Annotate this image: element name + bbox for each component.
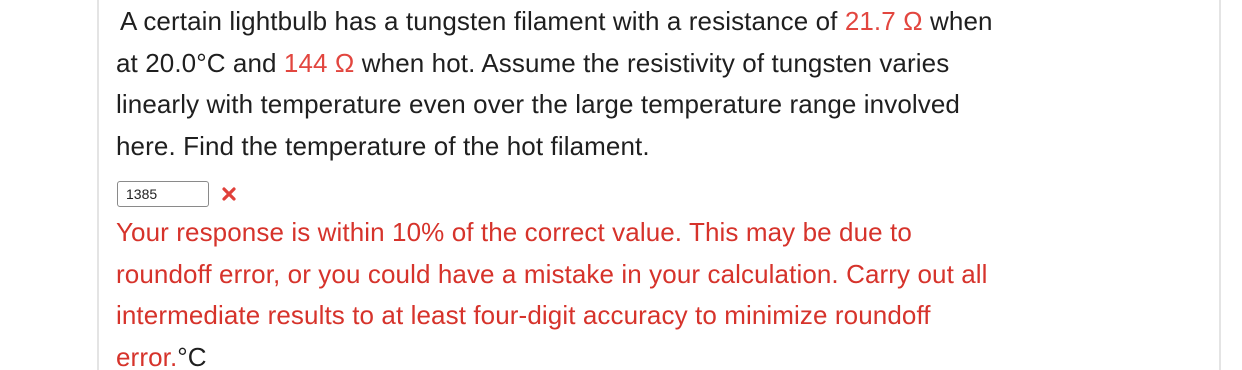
question-line-1-end: when xyxy=(922,6,993,36)
content-right-border xyxy=(1219,0,1221,370)
question-text xyxy=(116,1,1216,167)
question-line-2-end: when hot. Assume the resistivity of tungsten varies xyxy=(354,47,950,78)
feedback-line-4-text: error. xyxy=(116,341,178,370)
feedback-line-1: Your response is within 10% of the correct value. This may be due to xyxy=(116,217,912,247)
question-line-2-start: at 20.0°C and xyxy=(116,47,284,78)
question-line-4: here. Find the temperature of the hot filament. xyxy=(116,130,650,161)
question-line-3: linearly with temperature even over the large temperature range involved xyxy=(116,89,960,120)
feedback-line-2: roundoff error, or you could have a mistake in your calculation. Carry out all xyxy=(116,258,988,289)
question-line-1-start: A certain lightbulb has a tungsten filament with a resistance of xyxy=(120,6,845,36)
feedback-line-4 xyxy=(116,337,1216,370)
content-left-border xyxy=(97,0,99,370)
cold-resistance-value: 21.7 Ω xyxy=(844,6,923,36)
answer-input[interactable] xyxy=(117,181,209,207)
answer-unit: °C xyxy=(177,341,207,370)
cross-icon xyxy=(222,187,236,201)
question-line-1 xyxy=(116,1,1216,43)
feedback-message xyxy=(116,212,1216,370)
answer-row xyxy=(117,179,236,209)
question-line-2 xyxy=(116,43,1216,85)
hot-resistance-value: 144 Ω xyxy=(283,47,355,78)
feedback-line-3: intermediate results to at least four-digit accuracy to minimize roundoff xyxy=(116,300,931,331)
